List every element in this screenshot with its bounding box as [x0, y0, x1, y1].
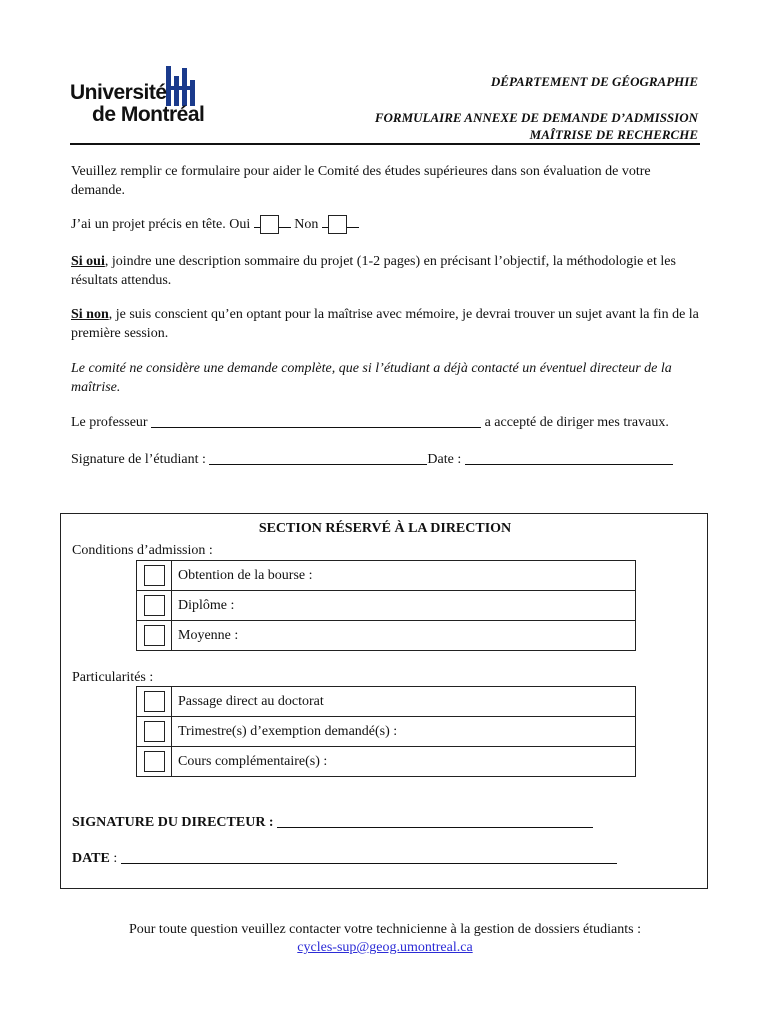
particularity-checkbox-3[interactable] — [144, 751, 165, 772]
form-title: FORMULAIRE ANNEXE DE DEMANDE D’ADMISSION — [374, 110, 698, 125]
particularity-label-3: Cours complémentaire(s) : — [172, 747, 636, 777]
contact-email-link[interactable]: cycles-sup@geog.umontreal.ca — [297, 940, 473, 955]
student-signature-label: Signature de l’étudiant : — [71, 452, 206, 467]
director-date-label: DATE — [72, 851, 110, 866]
table-row — [137, 717, 636, 747]
particularities-label: Particularités : — [72, 670, 154, 685]
director-date-colon: : — [109, 851, 118, 866]
logo-line-1: Université — [70, 81, 167, 104]
condition-label-3: Moyenne : — [172, 621, 636, 651]
if-no-label: Si non — [71, 307, 109, 322]
project-question — [71, 215, 699, 234]
if-yes-text: , joindre une description sommaire du projet (1-2 pages) en précisant l’objectif, la méthodologie et les résultats attendus. — [71, 254, 676, 288]
footer-email-line — [0, 938, 770, 957]
footer-contact-text: Pour toute question veuillez contacter votre technicienne à la gestion de dossiers étudiants : — [128, 922, 641, 937]
if-no-paragraph — [71, 305, 699, 343]
yes-checkbox[interactable] — [260, 215, 279, 234]
no-checkbox[interactable] — [328, 215, 347, 234]
if-yes-label: Si oui — [71, 254, 105, 269]
director-signature-label: SIGNATURE DU DIRECTEUR : — [72, 815, 274, 830]
conditions-label: Conditions d’admission : — [72, 543, 213, 558]
conditions-table — [136, 560, 636, 651]
logo-line-2: de Montréal — [92, 103, 205, 126]
particularities-table — [136, 686, 636, 777]
professor-suffix: a accepté de diriger mes travaux. — [484, 415, 669, 430]
direction-section-title: SECTION RÉSERVÉ À LA DIRECTION — [258, 521, 512, 536]
condition-label-1: Obtention de la bourse : — [172, 561, 636, 591]
table-row — [137, 591, 636, 621]
particularity-label-1: Passage direct au doctorat — [172, 687, 636, 717]
particularity-checkbox-2[interactable] — [144, 721, 165, 742]
intro-paragraph: Veuillez remplir ce formulaire pour aider le Comité des études supérieures dans son évaluation de votre demande. — [71, 164, 651, 198]
table-row — [137, 747, 636, 777]
table-row — [137, 561, 636, 591]
particularity-checkbox-1[interactable] — [144, 691, 165, 712]
direction-section — [60, 513, 708, 889]
director-signature-field[interactable] — [277, 813, 593, 828]
condition-checkbox-3[interactable] — [144, 625, 165, 646]
student-signature-field[interactable] — [209, 450, 427, 465]
table-row — [137, 687, 636, 717]
particularity-label-2: Trimestre(s) d’exemption demandé(s) : — [172, 717, 636, 747]
professor-line — [71, 413, 699, 432]
student-date-field[interactable] — [465, 450, 673, 465]
condition-checkbox-2[interactable] — [144, 595, 165, 616]
program-title: MAÎTRISE DE RECHERCHE — [529, 127, 698, 142]
director-date-line — [72, 849, 617, 867]
university-logo — [70, 66, 205, 128]
no-label: Non — [294, 217, 319, 232]
student-signature-line — [71, 450, 699, 469]
if-no-text: , je suis conscient qu’en optant pour la maîtrise avec mémoire, je devrai trouver un sujet avant la fin de la première session. — [71, 307, 699, 341]
professor-name-field[interactable] — [151, 413, 481, 428]
condition-label-2: Diplôme : — [172, 591, 636, 621]
project-question-label: J’ai un projet précis en tête. Oui — [71, 217, 251, 232]
director-date-field[interactable] — [121, 849, 617, 864]
condition-checkbox-1[interactable] — [144, 565, 165, 586]
university-logo-mark-icon — [164, 66, 198, 106]
header-divider — [70, 143, 700, 145]
table-row — [137, 621, 636, 651]
professor-prefix: Le professeur — [71, 415, 148, 430]
department-title: DÉPARTEMENT DE GÉOGRAPHIE — [490, 74, 698, 89]
student-date-label: Date : — [427, 452, 462, 467]
director-signature-line — [72, 813, 593, 831]
committee-note: Le comité ne considère une demande complète, que si l’étudiant a déjà contacté un éventuel directeur de la maîtrise. — [71, 361, 672, 395]
if-yes-paragraph — [71, 252, 699, 290]
